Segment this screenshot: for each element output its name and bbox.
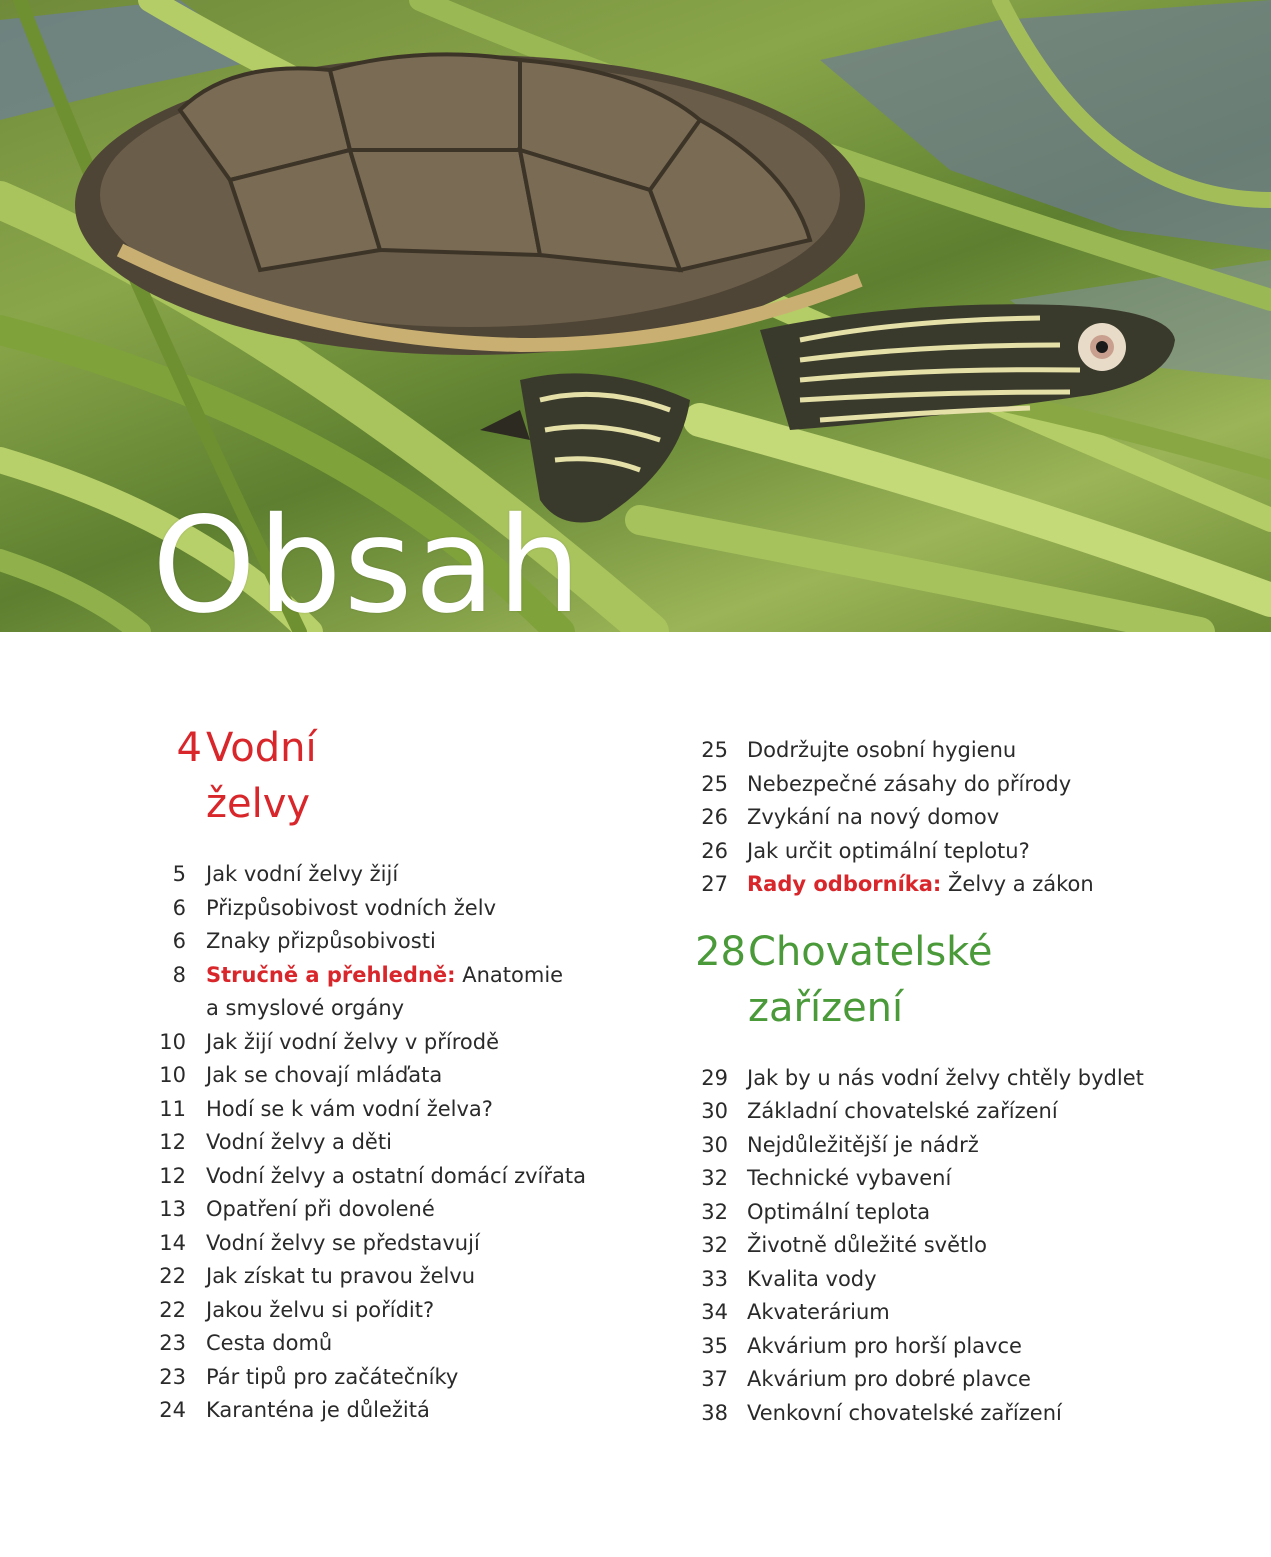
entry-page: 30 [701, 1132, 728, 1157]
entry-text: Životně důležité světlo [747, 1233, 987, 1257]
toc-entry[interactable] [150, 925, 650, 959]
entry-page: 23 [159, 1364, 186, 1389]
entry-text: Jak žijí vodní želvy v přírodě [206, 1029, 500, 1054]
toc-list-chovatelske-zarizeni [672, 1062, 1232, 1431]
section-title [748, 924, 993, 1036]
toc-entry[interactable] [150, 1327, 650, 1361]
toc-entry[interactable] [672, 868, 1232, 902]
entry-text-wrap [747, 868, 1232, 902]
entry-text: Akvaterárium [747, 1300, 890, 1324]
entry-page: 29 [701, 1065, 728, 1090]
entry-text: Kvalita vody [747, 1266, 877, 1291]
toc-entry[interactable] [150, 1227, 650, 1261]
entry-page: 25 [701, 771, 728, 796]
toc-entry[interactable] [672, 801, 1232, 835]
entry-page: 26 [701, 838, 728, 863]
toc-entry[interactable] [672, 1062, 1232, 1096]
section-title-line: Chovatelské [748, 928, 993, 975]
section-heading-chovatelske-zarizeni [672, 924, 1232, 1036]
entry-text: Jak by u nás vodní želvy chtěly bydlet [747, 1065, 1144, 1090]
page-title: Obsah [152, 500, 584, 632]
toc-right-column [672, 734, 1232, 1430]
toc-left-column [150, 720, 650, 1428]
entry-text-wrap [206, 959, 650, 993]
toc-entry[interactable] [672, 1363, 1232, 1397]
toc-entry[interactable] [672, 1330, 1232, 1364]
toc-entry[interactable] [150, 1193, 650, 1227]
entry-page: 32 [701, 1166, 728, 1190]
toc-entry[interactable] [150, 1093, 650, 1127]
entry-text: Znaky přizpůsobivosti [206, 929, 436, 953]
entry-page: 26 [701, 805, 728, 829]
entry-text: Dodržujte osobní hygienu [747, 738, 1017, 762]
toc-entry[interactable] [150, 1126, 650, 1160]
entry-page: 8 [172, 962, 186, 987]
entry-text: Jak získat tu pravou želvu [206, 1264, 476, 1288]
entry-page: 24 [159, 1398, 186, 1422]
entry-page: 25 [701, 738, 728, 762]
entry-page: 30 [701, 1099, 728, 1123]
entry-page: 13 [159, 1197, 186, 1221]
hero-photo [0, 0, 1271, 632]
toc-entry[interactable] [150, 1160, 650, 1194]
entry-page: 10 [159, 1029, 186, 1054]
toc-entry[interactable] [672, 1095, 1232, 1129]
toc-list-continued [672, 734, 1232, 902]
entry-text: a smyslové orgány [206, 996, 405, 1020]
toc-entry[interactable] [672, 1263, 1232, 1297]
entry-page: 10 [159, 1063, 186, 1087]
entry-page: 22 [159, 1264, 186, 1288]
section-page-number: 28 [695, 928, 746, 975]
entry-text: Přizpůsobivost vodních želv [206, 895, 496, 920]
section-title-line: zařízení [748, 984, 904, 1031]
entry-page: 14 [159, 1230, 186, 1255]
entry-text: Opatření při dovolené [206, 1197, 435, 1221]
entry-page: 34 [701, 1300, 728, 1324]
toc-entry[interactable] [672, 1162, 1232, 1196]
toc-entry[interactable] [150, 1361, 650, 1395]
toc-entry[interactable] [672, 1296, 1232, 1330]
entry-page: 38 [701, 1400, 728, 1425]
entry-text: Základní chovatelské zařízení [747, 1099, 1058, 1123]
toc-entry-continuation [150, 992, 650, 1026]
entry-text: Zvykání na nový domov [747, 805, 1000, 829]
entry-page: 11 [159, 1096, 186, 1121]
entry-text: Jakou želvu si pořídit? [206, 1297, 435, 1322]
toc-entry[interactable] [672, 734, 1232, 768]
toc-entry[interactable] [150, 1059, 650, 1093]
toc-entry[interactable] [150, 1026, 650, 1060]
entry-text: Cesta domů [206, 1331, 333, 1355]
section-page-number: 4 [176, 725, 202, 771]
entry-page: 12 [159, 1163, 186, 1188]
entry-page: 6 [172, 895, 186, 920]
entry-page: 27 [701, 872, 728, 896]
entry-page: 32 [701, 1233, 728, 1257]
entry-highlight: Stručně a přehledně: [206, 962, 456, 987]
entry-page: 22 [159, 1297, 186, 1322]
entry-page: 35 [701, 1333, 728, 1358]
entry-text: Pár tipů pro začátečníky [206, 1364, 459, 1389]
entry-text: Jak se chovají mláďata [206, 1063, 443, 1087]
entry-text: Nejdůležitější je nádrž [747, 1132, 979, 1157]
toc-entry[interactable] [672, 1129, 1232, 1163]
section-heading-vodni-zelvy [150, 720, 650, 832]
toc-entry[interactable] [150, 1394, 650, 1428]
entry-page: 33 [701, 1266, 728, 1291]
entry-text: Jak vodní želvy žijí [206, 862, 399, 886]
entry-text: Anatomie [462, 962, 564, 987]
toc-entry[interactable] [150, 892, 650, 926]
entry-text: Vodní želvy se představují [206, 1230, 480, 1255]
toc-entry[interactable] [150, 1294, 650, 1328]
entry-text: Vodní želvy a děti [206, 1130, 392, 1154]
entry-highlight: Rady odborníka: [747, 872, 942, 896]
entry-text: Vodní želvy a ostatní domácí zvířata [206, 1163, 586, 1188]
entry-page: 12 [159, 1130, 186, 1154]
toc-entry[interactable] [150, 858, 650, 892]
section-title-line: Vodní [206, 725, 317, 771]
toc-entry[interactable] [150, 959, 650, 993]
toc-entry[interactable] [150, 1260, 650, 1294]
toc-entry[interactable] [672, 1229, 1232, 1263]
entry-page: 37 [701, 1367, 728, 1391]
entry-page: 6 [172, 929, 186, 953]
toc-entry[interactable] [672, 835, 1232, 869]
entry-text: Nebezpečné zásahy do přírody [747, 771, 1072, 796]
section-title-line: želvy [206, 781, 311, 827]
entry-text: Jak určit optimální teplotu? [747, 838, 1030, 863]
entry-page: 23 [159, 1331, 186, 1355]
entry-text: Hodí se k vám vodní želva? [206, 1096, 493, 1121]
toc-entry[interactable] [672, 1196, 1232, 1230]
toc-list-vodni-zelvy [150, 858, 650, 1428]
toc-entry[interactable] [672, 1397, 1232, 1431]
entry-text: Optimální teplota [747, 1199, 931, 1224]
entry-text: Venkovní chovatelské zařízení [747, 1400, 1062, 1425]
entry-page: 32 [701, 1199, 728, 1224]
entry-text: Technické vybavení [747, 1166, 952, 1190]
entry-text: Akvárium pro dobré plavce [747, 1367, 1031, 1391]
entry-page: 5 [172, 862, 186, 886]
entry-text: Karanténa je důležitá [206, 1398, 430, 1422]
toc-entry[interactable] [672, 768, 1232, 802]
entry-text: Akvárium pro horší plavce [747, 1333, 1022, 1358]
entry-text: Želvy a zákon [948, 872, 1094, 896]
section-title [206, 720, 317, 832]
